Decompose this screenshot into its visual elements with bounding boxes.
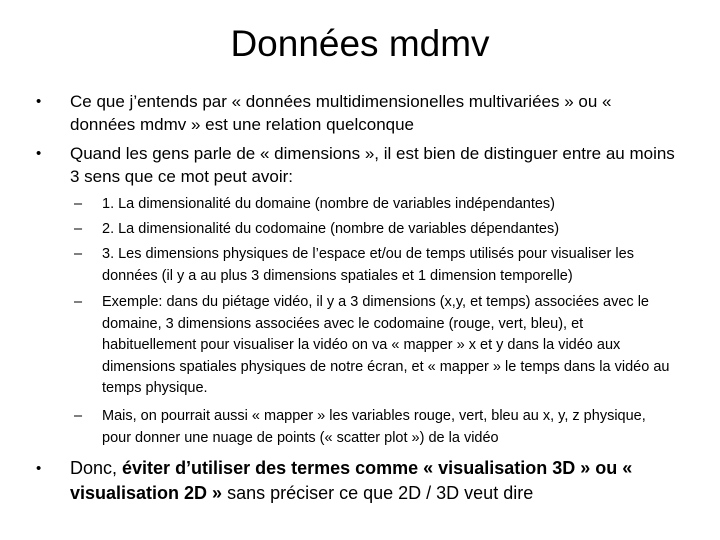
sub-bullet-text: Mais, on pourrait aussi « mapper » les variables rouge, vert, bleu au x, y, z physique, pour donner une nuage de points (« scatter plot ») de la vidéo bbox=[102, 408, 646, 446]
bullet-symbol: • bbox=[36, 460, 42, 477]
sub-bullet-text: 2. La dimensionalité du codomaine (nombre de variables dépendantes) bbox=[102, 221, 560, 237]
sub-bullet-text: 1. La dimensionalité du domaine (nombre de variables indépendantes) bbox=[102, 196, 556, 212]
dash-symbol: – bbox=[74, 294, 83, 310]
bullet-text bbox=[70, 456, 676, 506]
dash-symbol: – bbox=[74, 408, 83, 424]
sub-bullet-item bbox=[74, 219, 674, 241]
sub-bullet-item bbox=[74, 292, 674, 400]
dash-symbol: – bbox=[74, 196, 83, 212]
bullet-text-normal: Donc, bbox=[70, 458, 123, 478]
bullet-text: Ce que j’entends par « données multidimensionelles multivariées » ou « données mdmv » est une relation quelconque bbox=[70, 92, 612, 134]
sub-bullet-text: Exemple: dans du piétage vidéo, il y a 3 dimensions (x,y, et temps) associées avec le domaine, 3 dimensions associées avec le codomaine (rouge, vert, bleu), et habituellement pour visualiser la vidéo on va « mapper » x et y dans la vidéo aux dimensions spatiales physiques de notre écran, et « mapper » le temps dans la vidéo au temps physique. bbox=[102, 294, 670, 396]
bullet-symbol: • bbox=[36, 145, 42, 162]
slide-title: Données mdmv bbox=[230, 23, 490, 64]
bullet-text: Quand les gens parle de « dimensions », il est bien de distinguer entre au moins 3 sens que ce mot peut avoir: bbox=[70, 144, 675, 186]
bullet-item bbox=[36, 142, 676, 188]
bullet-text-bold: éviter d’utiliser des termes comme « visualisation 3D » ou « visualisation 2D » bbox=[70, 458, 633, 503]
sub-bullet-text: 3. Les dimensions physiques de l’espace et/ou de temps utilisés pour visualiser les données (il y a au plus 3 dimensions spatiales et 1 dimension temporelle) bbox=[102, 246, 634, 284]
sub-bullet-item bbox=[74, 244, 674, 287]
bullet-item bbox=[36, 456, 676, 506]
sub-bullet-item bbox=[74, 406, 674, 449]
dash-symbol: – bbox=[74, 221, 83, 237]
bullet-item bbox=[36, 90, 676, 136]
bullet-symbol: • bbox=[36, 93, 42, 110]
dash-symbol: – bbox=[74, 246, 83, 262]
sub-bullet-item bbox=[74, 194, 674, 216]
bullet-text-normal: sans préciser ce que 2D / 3D veut dire bbox=[222, 483, 534, 503]
